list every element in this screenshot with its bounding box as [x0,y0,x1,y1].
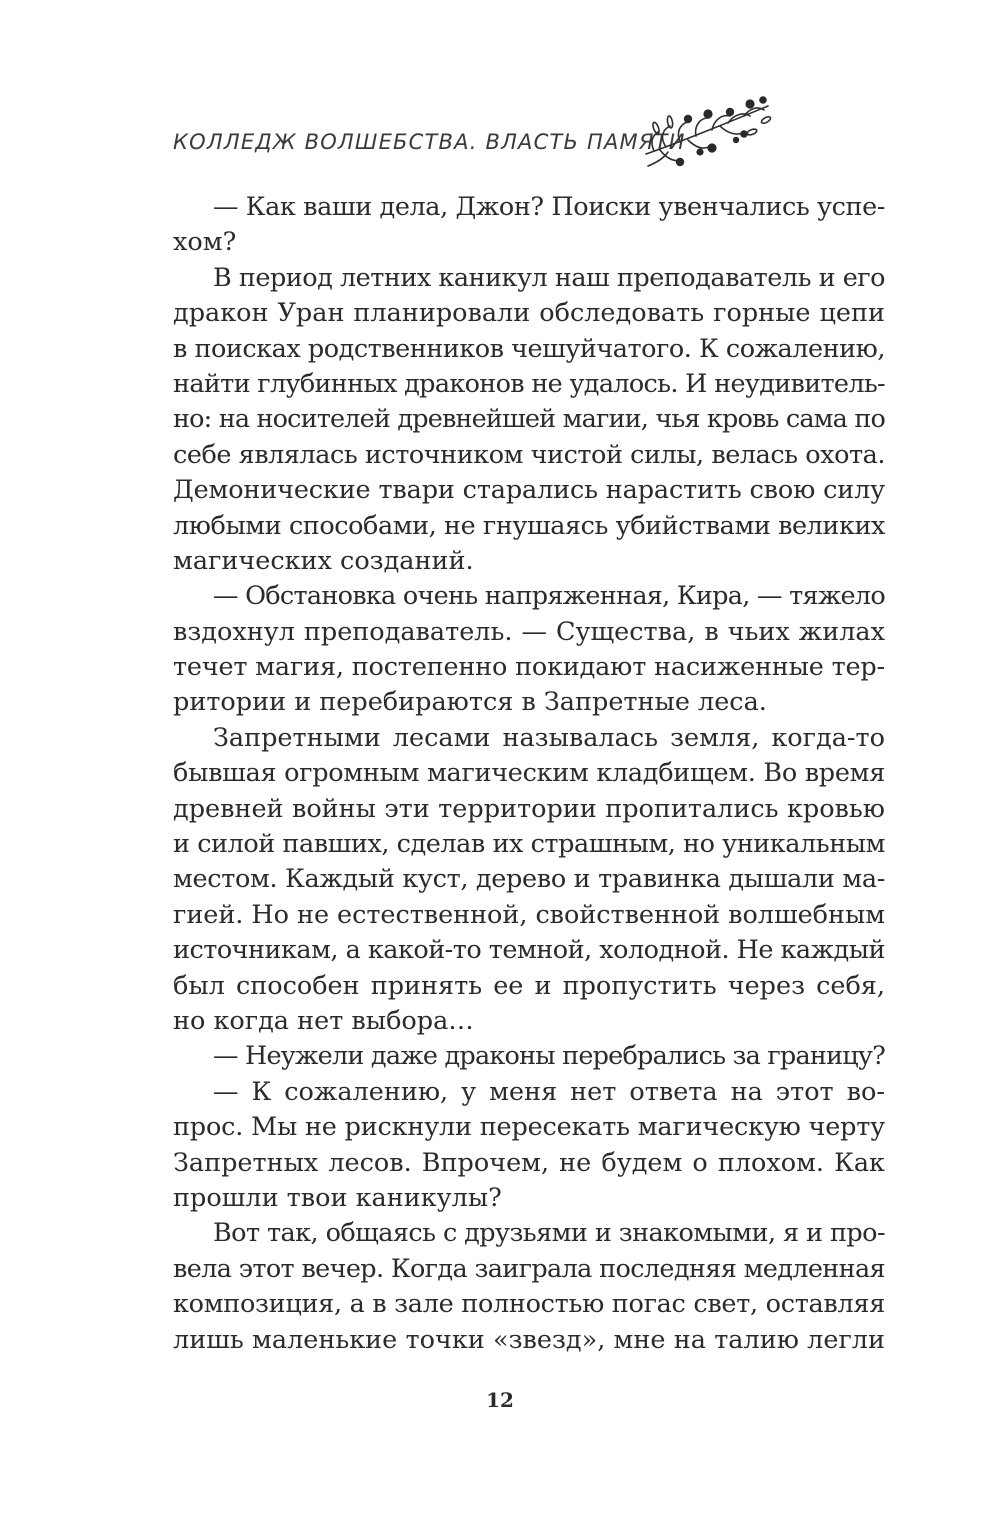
text-line: композиция, а в зале полностью погас свет, оставляя [173,1289,885,1320]
text-line: в поисках родственников чешуйчатого. К сожалению, [173,333,885,364]
text-line: Запретными лесами называлась земля, когда-то [213,722,885,753]
text-line: и силой павших, сделав их страшным, но уникальным [173,829,886,860]
running-head [173,118,686,166]
text-line: Демонические твари старались нарастить свою силу [173,475,886,506]
text-line: — Как ваши дела, Джон? Поиски увенчались успе- [213,192,886,222]
text-line: вела этот вечер. Когда заиграла последняя медленная [173,1253,885,1284]
text-line: хом? [173,227,237,258]
text-line: Запретных лесов. Впрочем, не будем о плохом. Как [173,1147,885,1178]
text-line: вздохнул преподаватель. — Существа, в чьих жилах [173,616,885,647]
text-line: был способен принять ее и пропустить через себя, [173,970,885,1001]
text-line: прошли твои каникулы? [173,1182,502,1213]
text-line: — Неужели даже драконы перебрались за границу? [213,1041,885,1072]
text-line: В период летних каникул наш преподаватель и его [213,262,886,293]
text-line: но когда нет выбора… [173,1005,474,1036]
text-line: прос. Мы не рискнули пересекать магическую черту [173,1112,886,1143]
text-line: Вот так, общаясь с друзьями и знакомыми, я и про- [213,1218,885,1249]
text-line: местом. Каждый куст, дерево и травинка дышали ма- [173,864,885,895]
text-line: гией. Но не естественной, свойственной волшебным [173,899,885,930]
text-line: но: на носителей древнейшей магии, чья кровь сама по [173,404,885,435]
text-line: ритории и перебираются в Запретные леса. [173,687,767,718]
text-line: древней войны эти территории пропитались кровью [173,793,885,824]
text-line: — К сожалению, у меня нет ответа на этот во- [213,1076,885,1107]
text-line: найти глубинных драконов не удалось. И неудивитель- [173,368,885,399]
text-line: дракон Уран планировали обследовать горные цепи [173,298,885,329]
text-line: любыми способами, не гнушаясь убийствами великих [173,510,885,541]
text-line: лишь маленькие точки «звезд», мне на талию легли [173,1324,885,1355]
text-line: течет магия, постепенно покидают насиженные тер- [173,652,885,683]
page-number: 12 [486,1388,514,1412]
text-line: — Обстановка очень напряженная, Кира, — тяжело [213,581,885,612]
body-text [173,190,885,1358]
running-title: КОЛЛЕДЖ ВОЛШЕБСТВА. ВЛАСТЬ ПАМЯТИ [173,130,686,154]
berry-branch-icon [640,92,775,170]
text-line: бывшая огромным магическим кладбищем. Во время [173,758,885,789]
text-line: магических созданий. [173,545,474,576]
text-line: источникам, а какой-то темной, холодной. Не каждый [173,935,885,966]
text-line: себе являлась источником чистой силы, велась охота. [173,439,885,470]
